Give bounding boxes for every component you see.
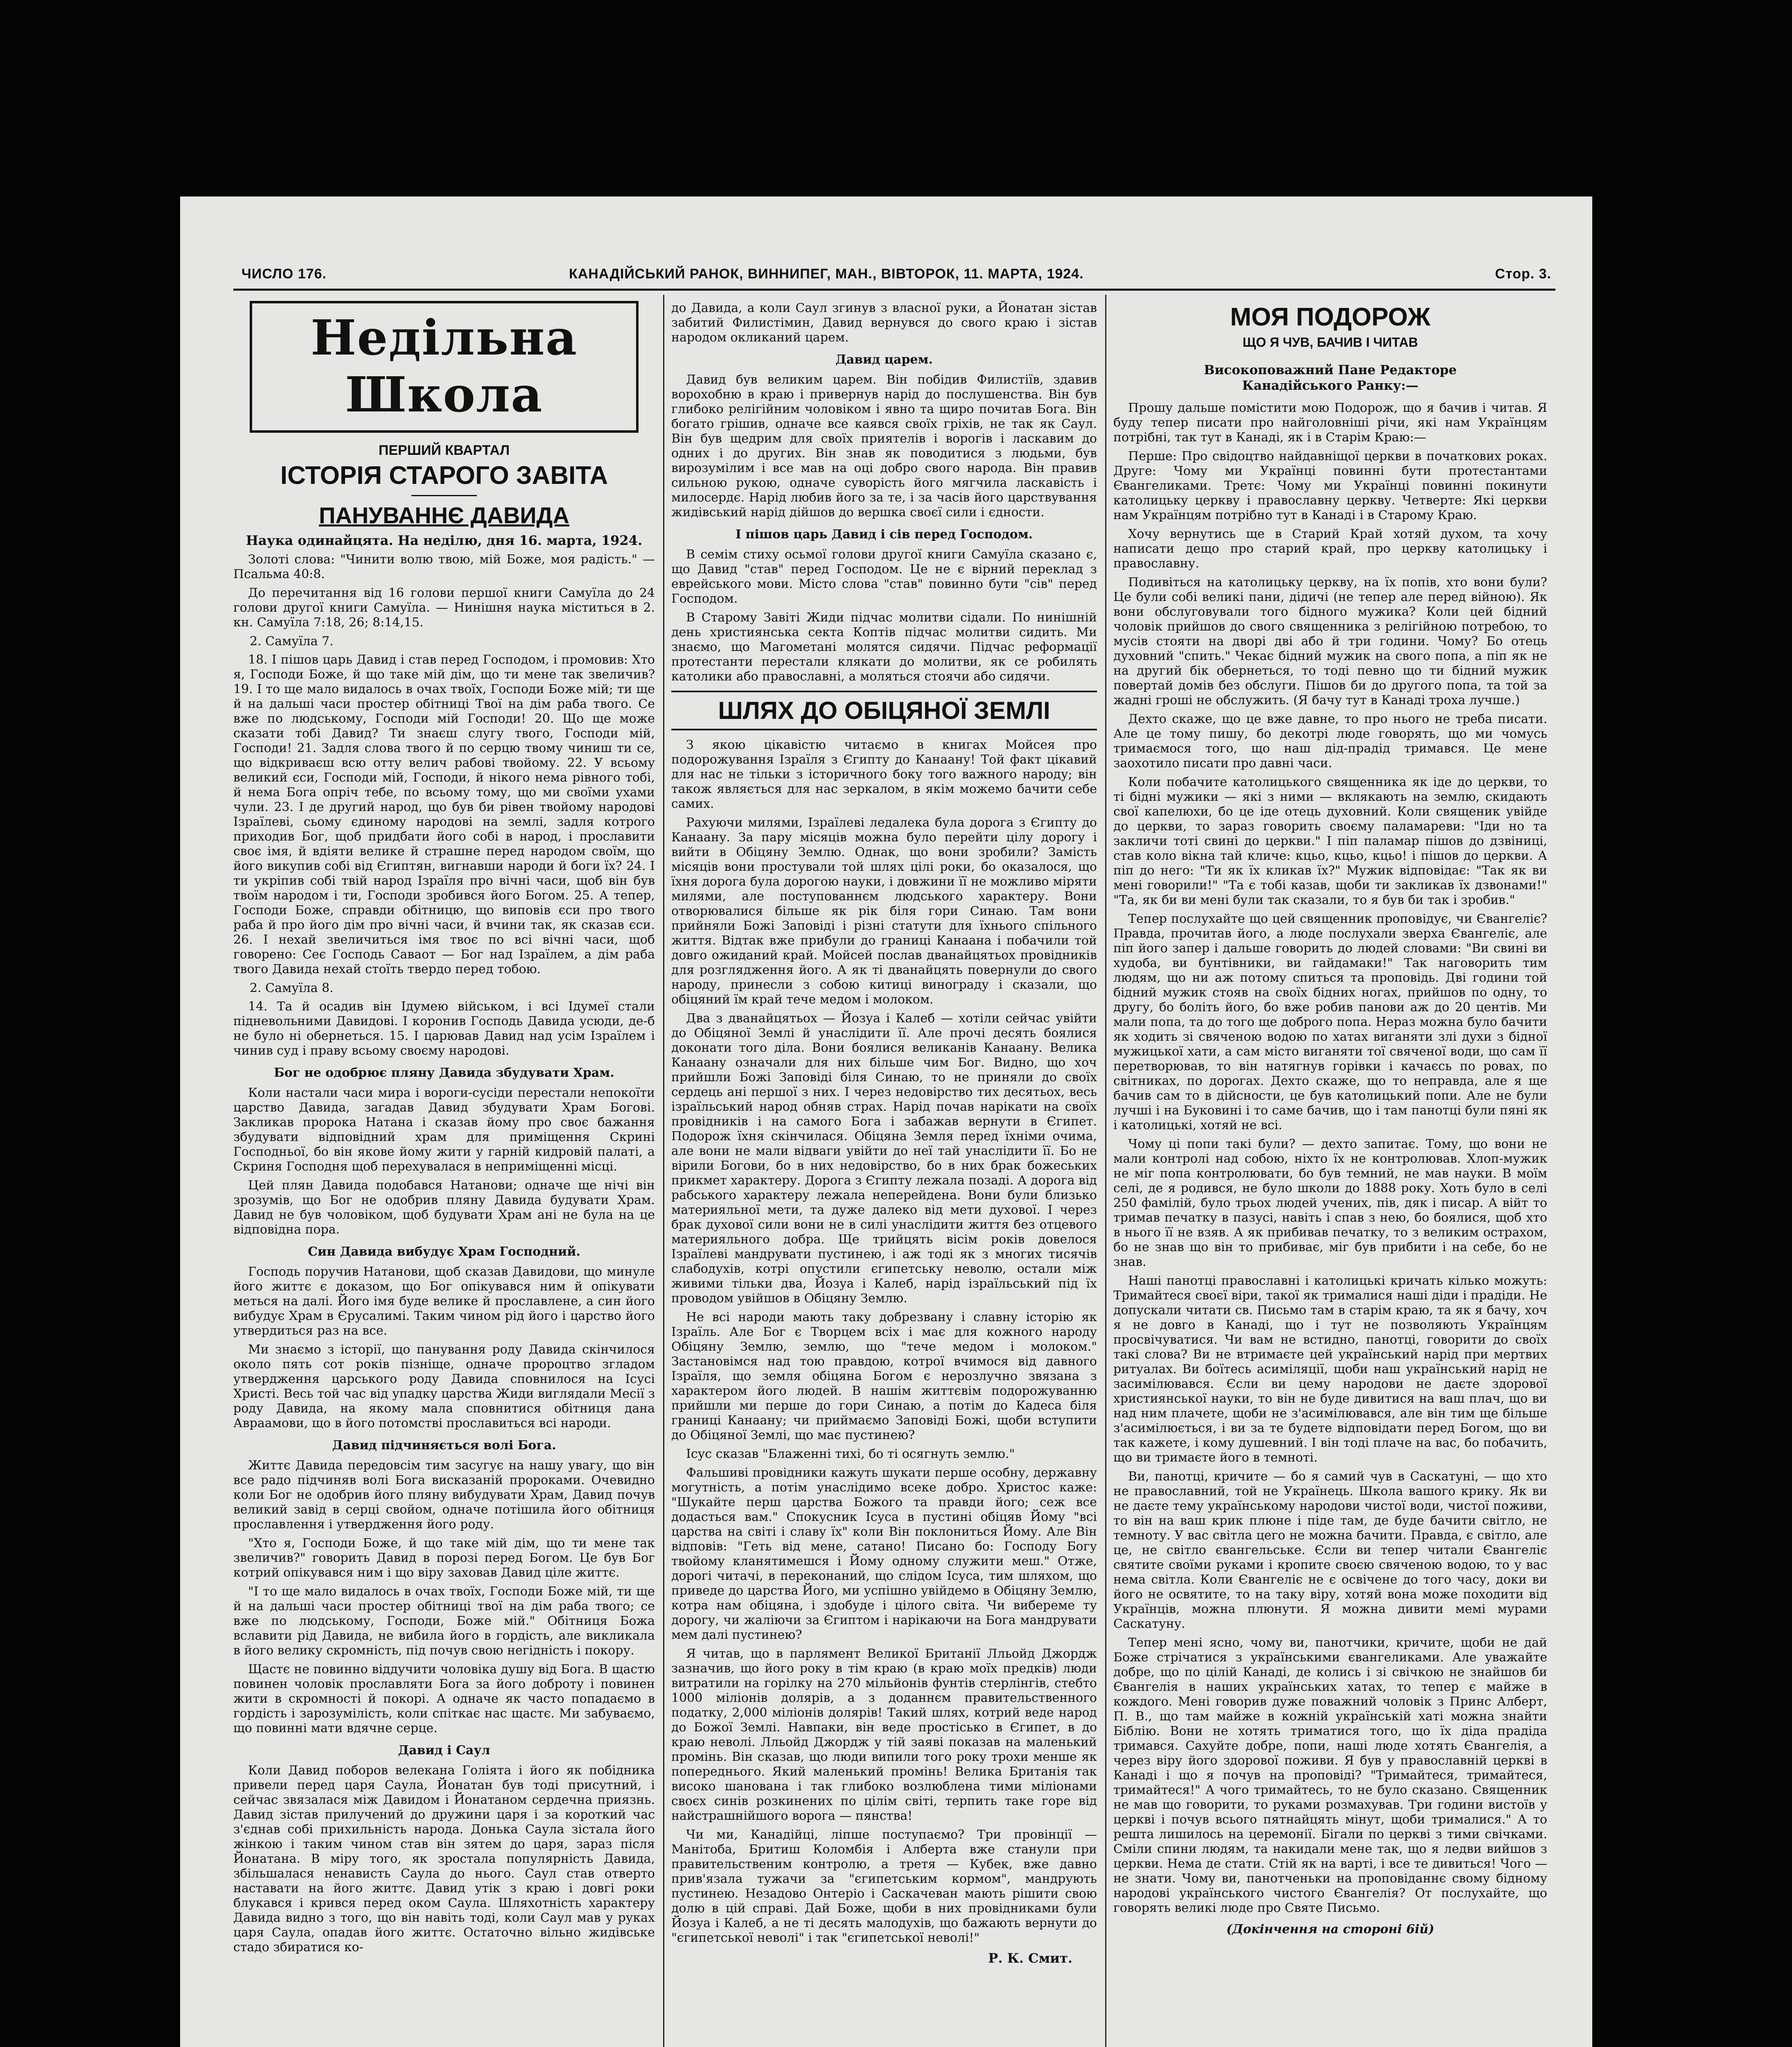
paragraph: Перше: Про свідоцтво найдавніщої церкви в початкових роках. Друге: Чому ми Українці повинні бути протестантами Євангеликами. Третє: Чому ми Українці повинні покинути католицьку церкву і православну церкву. Четверте: Які церкви нам Українцям потрібно тут в Канаді і в Старому Краю. — [1113, 449, 1547, 522]
paragraph: Наші панотці православні і католицькі кричать кілько можуть: Тримайтеся своєї віри, такої як трималися наші діди і прадіди. Не допускали читати св. Письмо там в старім краю, та як я бачу, хоч я не довго в Канаді, що і тут не позволяють Українцям просвічуватися. Чи вам не встидно, панотці, говорити до своїх такі слова? Ви не втримаєте цей український нарід при мертвих ритуалах. Ви боїтесь асиміляції, щоби наш український нарід не засимілювався. Єсли ви цему народови не даєте здорової християнської науки, то він не буде дивитися на ваш плач, що ви над ним плачете, щоби не з'асимілювався, але він тим ще більше з'асимілюється, і ви за те будете відповідати перед Богом, що ви так кажете, і кому душевний. І він тоді плаче на вас, бо побачить, що ви тримаєте його в темноті. — [1113, 1274, 1547, 1465]
subheading: Бог не одобрює пляну Давида збудувати Храм. — [274, 1066, 614, 1080]
paragraph: Тепер послухайте що цей священник проповідує, чи Євангеліє? Правда, прочитав його, а люде послухали зверха Євангеліє, але піп його запер і дальше говорить до людей словами: "Ви свині ви худоба, ви бунтівники, ви гайдамаки!" Так наговорить тим людям, що ни аж потому спиться та проповідь. Дві години той бідний мужик стояв на своїх бідних ногах, прийшов по одну, то другу, бо боліть його, бо вже робив панови аж до 20 центів. Ми мали попа, та до того ще доброго попа. Нераз можна було бачити як ходить зі свяченою водою по хатах виганяти злі духи з бідної мужицької хати, а сам місто виганяти тої свяченої води, що сам її перетворював, то він натягнув горівки і качаєсь по ровах, по світниках, по дорогах. Дехто скаже, що то неправда, але я ще бачив сам то в дійсности, це був католицький попи. Але не були лучші і на Буковині і то саме бачив, що і там панотці були пяні як і католицькі, хотяй не всі. — [1113, 912, 1547, 1132]
paragraph: До перечитання від 16 голови першої книги Самуїла до 24 голови другої книги Самуїла. — Нинішня наука міститься в 2. кн. Самуїла 7:18, 26; 8:14,15. — [233, 586, 655, 630]
paragraph: Ви, панотці, кричите — бо я самий чув в Саскатуні, — що хто не православний, той не Українець. Школа вашого крику. Як ви не даєте тему українському народови чистої води, чистої поживи, то він на ваш крик плюне і піде там, де буде бачити світло, не темноту. У вас світла цего не можна бачити. Правда, є світло, але це, не світло євангельське. Єсли ви тепер читали Євангеліє святите своїми руками і кропите своєю свяченою водою, то у вас нема світла. Коли Євангеліє не є освічене до того часу, доки ви його не освятите, то на таку віру, хотяй вона може походити від Українців, можна плюнути. Я можна дивити мемі мурами Саскатуну. — [1113, 1469, 1547, 1631]
masthead — [241, 266, 1551, 287]
lesson-title: ПАНУВАННЄ ДАВИДА — [319, 502, 569, 528]
paragraph: Подивіться на католицьку церкву, на їх попів, хто вони були? Це були собі великі пани, дідичі (не тепер але перед війною). Як вони обслуговували того бідного мужика? Коли цей бідний чоловік прийшов до свого священника з релігійною потребою, то мусів стояти на дворі дві або й три години. Чому? Бо отець духовний "спить." Чекає бідний мужик на свого попа, а піп як не на другий бік обернеться, то тоді певно що ти бідний мужик повертай домів без обслуги. Пішов би до другого попа, та той за жадні гроші не обслужить. (Я бачу тут в Канаді троха лучше.) — [1113, 575, 1547, 707]
paragraph: Я читав, що в парлямент Великої Британії Лльойд Джордж зазначив, що його року в тім краю (в краю моїх предків) люди витратили на горілку на 270 мільйонів фунтів стерлінгів, стебто 1000 міліонів долярів, а з доданнєм правительственного податку, 2,000 міліонів долярів! Такий шлях, котрий веде народ до Божої Землі. Навпаки, він веде простісько в Єгипет, в до краю неволі. Лльойд Джордж у тій заяві показав на маленький промінь. Він сказав, що люди випили того року трохи менше як попереднього. Який маленький промінь! Велика Британія так високо шанована і так глибоко возлюблена тими міліонами своєх синів розкинених по цілім світі, терпить таке горе від найстрашнійшого ворога — пянства! — [671, 1647, 1097, 1823]
paragraph: Чи ми, Канадійці, ліпше поступаємо? Три провінції — Манітоба, Бритиш Коломбія і Алберта вже станули при правительственим контролю, а третя — Кубек, вже давно прив'язала тужачи за "єгипетським кормом", мандрують пустинею. Незадово Онтеріо і Саскачеван мають рішити свою долю в цій справі. Дай Боже, щоби в них провідниками були Йозуа і Калеб, а не ті десять малодухів, що бажають вернути до "єгипетської неволі" і так "єгипетської неволі!" — [671, 1828, 1097, 1945]
paragraph: Рахуючи милями, Ізраїлеві ледалека була дорога з Єгипту до Канаану. За пару місяців можна було перейти цілу дорогу і вийти в Обіцяну Землю. Однак, що вони зробили? Замість місяців вони простували той шлях цілі роки, бо оказалося, що їхня дорога була дорогою науки, і довжини її не можливо міряти милями, але поступованнєм людського характеру. Вони отворювалися більше як рік біля гори Синаю. Там вони прийняли Божі Заповіді і різні статути для їхнього спільного життя. Відтак вже прибули до границі Канаана і побачили той довго ожиданий край. Мойсей послав дванайцятьох провідників для розглядження його. А як ті дванайцять повернули до свого народу, принесли з собою китиці винограду і сказали, що обіцяний їм край тече медом і молоком. — [671, 816, 1097, 1007]
addressee-line: Канадійського Ранку:— — [1242, 378, 1419, 393]
paragraph: Щастє не повинно віддучити чоловіка душу від Бога. В щастю повинен чоловік прославляти Бога за його доброту і повинен жити в скромності й покорі. А одначе як часто попадаємо в гордість і зарозумілість, коли спіткає нас щастє. Ми забуваємо, що повинні мати вдячне серце. — [233, 1662, 655, 1735]
paragraph: Дехто скаже, що це вже давне, то про нього не треба писати. Але це тому пишу, бо декотрі люде говорять, що ми чомусь тримаємося того, що наш дід-прадід тримався. Це мене заохотило писати про давні часи. — [1113, 712, 1547, 770]
scripture-text: 18. І пішов царь Давид і став перед Господом, і промовив: Хто я, Господи Боже, й що таке мій дім, що ти мене так звеличив? 19. І то ще мало видалось в очах твоїх, Господи Боже мій; ти ще й на дальші часи простер обітниці Твої на дім раба твого. Се вже по людському, Господи мій Господи! 20. Що ще може сказати тобі Давид? Ти знаєш слугу твого, Господи мій, Господи! 21. Задля слова твого й по серцю твому чиниш ти се, що відкриваєш всю отту велич рабові твойому. 22. У всьому великий єси, Господи мій, Господи, й нікого нема рівного тобі, й нема Бога опріч тебе, по всьому тому, що ми своїми ухами чули. 23. І де другий народ, що був би рівен твойому народові Ізраїлеві, сьому єдиному народові на землі, задля котрого приходив Бог, щоб придбати його собі в народ, і прославити своє імя, й вдіяти велике й страшне перед народом своїм, що його викупив собі від Єгиптян, вигнавши народи й боги їх? 24. І ти укріпив собі твій народ Ізраїля про вічні часи, щоб він був твоїм народом і ти, Господи зробився його Богом. 25. А тепер, Господи Боже, справди обітницю, що виповів єси про твого раба й про його дім про вічні часи, й вчини так, як сказав єси. 26. І нехай звеличиться імя твоє по всі вічні часи, щоб говорено: Сеє Господь Саваот — Бог над Ізраїлем, а дім раба твого Давида нехай стоїть твердо перед тобою. — [233, 653, 655, 976]
paragraph: Не всі народи мають таку добрезвану і славну історію як Ізраїль. Але Бог є Творцем всіх і має для кожного народу Обіцяну Землю, землю, що "тече медом і молоком." Застановімся над тою правдою, котрої вчимося від давного Ізраїля, що земля обіцяна Богом є нерозлучно звязана з характером його людей. В нашім життєвім подорожуванню прийшли ми перше до гори Синаю, а потім до Кадеса біля границі Канаану; чи приймаємо Заповіді Божі, щоби вступити до Обіцяної Землі, що має пустинею? — [671, 1310, 1097, 1442]
paragraph: В семім стиху осьмої голови другої книги Самуїла сказано є, що Давид "став" перед Господом. Це не є вірний переклад з еврейського мови. Місто слова "став" повинно бути "сів" перед Господом. — [671, 547, 1097, 606]
column-sunday-school — [233, 301, 655, 2047]
scripture-ref: 2. Самуїла 7. — [250, 634, 334, 648]
quarter-kicker: ПЕРШИЙ КВАРТАЛ — [378, 443, 510, 458]
article-headline: МОЯ ПОДОРОЖ — [1230, 303, 1431, 331]
paragraph: Давид був великим царем. Він побідив Филистіїв, здавив ворохобню в краю і привернув нарід до послушенства. Він був глибоко релігійним чоловіком і явно та щиро почитав Бога. Він богато грішив, одначе все каявся своїх гріхів, не так як Саул. Він був щедрим для своїх приятелів і ворогів і ласкавим до одних і до других. Він знав як поводитися з людьми, був вирозумілим і все мав на оці добро свого народа. Він правив сильною рукою, одначе суворість його мягчила ласкавість і милосердє. Нарід любив його за те, і за часів його царствування жидівський нарід дійшов до вершка своєї сили і єдности. — [671, 373, 1097, 520]
subheading: Син Давида вибудує Храм Господний. — [308, 1245, 580, 1259]
scripture-text: 14. Та й осадив він Ідумею військом, і всі Ідумеї стали підневольними Давидові. І коронив Господь Давида усюди, де-б не було ні обернеться. 15. І царював Давид над усім Ізраїлем і чинив суд і праву всьому своєму народові. — [233, 999, 655, 1058]
dateline: КАНАДІЙСЬКИЙ РАНОК, ВИННИПЕГ, МАН., ВІВТОРОК, 11. МАРТА, 1924. — [569, 266, 1084, 282]
author-signature: Р. К. Смит. — [988, 1950, 1072, 1966]
paragraph: Коли побачите католицького священника як іде до церкви, то ті бідні мужики — які з ними — вклякають на землю, скидають свої капелюхи, бо це іде отець духовний. Коли священик увійде до церкви, то зараз говорить своєму паламареви: "Іди но та закличи тоті свині до церкви." І піп паламар пішов до дзвіниці, став коло вікна тай кличе: кцьо, кцьо, кцьо! і пішов до церкви. А піп до него: "Ти як їх кликав їх?" Мужик відповідає: "Так як ви мені говорили!" "Та є тобі казав, щоби ти закликав їх дзвонами!" "Та, як би ви мені були так сказали, то я був би так і зробив." — [1113, 775, 1547, 907]
addressee — [1113, 362, 1547, 393]
subheading: Давид підчиняється волі Бога. — [332, 1438, 556, 1453]
paragraph: до Давида, а коли Саул згинув з власної руки, а Йонатан зістав забитий Филистімин, Давид вернувся до свого краю і зістав народом окликаний царем. — [671, 301, 1097, 345]
newspaper-page — [180, 197, 1592, 2047]
paragraph: Чому ці попи такі були? — дехто запитає. Тому, що вони не мали контролі над собою, ніхто їх не контролював. Хлоп-мужик не міг попа контролювати, бо був темний, не мав науки. В моїм селі, де я родився, не було школи до 1888 року. Хоть було в селі 250 фамілій, було трьох людей учених, пів, дяк і писар. А війт то тримав печатку в пазусі, навіть і спав з нею, бо боялися, щоб хто в нього її не взяв. А як прибивав печатку, то з великим острахом, бо не знав що він то прибиває, міг був прибити і на себе, бо не знав. — [1113, 1137, 1547, 1269]
paragraph: Фальшиві провідники кажуть шукати перше особну, державну могутність, а потім унаслідимо всеке добро. Христос каже: "Шукайте перш царства Божого та правди його; сеж все додасться вам." Спокусник Ісуса в пустині обіцяв Йому "всі царства на світі і славу їх" коли Він поклониться Йому. Але Він відповів: "Геть від мене, сатано! Писано бо: Господу Богу твойому кланятимешся і Йому одному служити меш." Отже, дорогі читачі, в переконаний, що слідом Ісуса, тим шляхом, що приведе до царства Його, ми успішно увійдемо в Обіцяну Землю, котра нам обіцяна, і здобуде і цілого світа. Чи вибереме ту дорогу, чи жаліючи за Єгиптом і нарікаючи на Бога мандрувати мем далі пустинею? — [671, 1466, 1097, 1642]
paragraph: З якою цікавістю читаємо в книгах Мойсея про подорожування Ізраїля з Єгипту до Канаану! Той факт цікавий для нас не тільки з історичного боку того важного народу; він також являється для нас зеркалом, в якім можемо бачити себе самих. — [671, 738, 1097, 811]
paragraph: Тепер мені ясно, чому ви, панотчики, кричите, щоби не дай Боже стрічатися з українськими євангеликами. Але уважайте добре, що по цілій Канаді, де колись і зі свічкою не знайшов би Євангелія в наших українських хатах, то тепер є майже в кождого. Мені говорив дуже поважний чоловік з Принс Алберт, П. В., що там майже в кожній українській хаті можна знайти Біблію. Вони не хотять триматися того, що їх діда прадіда тримався. Сахуйте добре, попи, наші люде хотять Євангелія, а через віру його здорової поживи. Я був у православній церкві в Канаді і що я почув на проповіді? "Тримайтеся, тримайтеся, тримайтеся!" А чого тримайтесь, то не було сказано. Священник не мав що говорити, то руками розмахував. Три години вистоїв у церкві і почув всього пятнайцять мінут, щоби трималися." А то решта лишилось на церемонії. Бігали по церкві з тими свічками. Сміли спини людям, та накидали мене так, що я ледви вийшов з церкви. Нема де стати. Стій як на варті, і все те дивиться! Чого — не знати. Чому ви, панотченьки на проповіданнє свому бідному народові українського чистого Євангелія? От послухайте, що говорять великі люде про Святе Письмо. — [1113, 1636, 1547, 1915]
paragraph: "І то ще мало видалось в очах твоїх, Господи Боже мій, ти ще й на дальші часи простер обітниці твої на дім раба твого; се вже по людському, Господи, Боже мій." Обітниця Божа вславити рід Давида, не вибила його в гордість, але викликала в його велику скромність, під почув свою негідність і покору. — [233, 1584, 655, 1658]
subheading: І пішов царь Давид і сів перед Господом. — [735, 527, 1033, 542]
series-title: ІСТОРІЯ СТАРОГО ЗАВІТА — [280, 461, 608, 490]
sunday-school-title: Недільна Школа — [250, 301, 639, 433]
column-divider — [1105, 295, 1106, 2047]
issue-number: ЧИСЛО 176. — [241, 266, 327, 282]
paragraph: Коли Давид поборов велекана Голіята і його як побідника привели перед царя Саула, Йонатан був тоді присутний, і сейчас звязалася між Давидом і Йонатаном сердечна приязнь. Давид зістав прилучений до дружини царя і за короткий час з'єднав собі прихильність народа. Донька Саула зістала його жінкою і таким чином став він зятем до царя, зараз після Йонатана. В міру того, як зростала популярність Давида, збільшалася ненависть Саула до нього. Саул став отверто наставати на його життє. Давид утік з краю і довгі роки блукався і крився перед оком Саула. Шляхотність характеру Давида видно з того, що він навіть тоді, коли Саул мав у руках царя Саула, опадав його життє. Остаточно вільно жидівське стадо збиратися ко- — [233, 1763, 655, 1954]
paragraph: Господь поручив Натанови, щоб сказав Давидови, що минуле його життє є доказом, що Бог опікувався ним й опікувати меться на далі. Його імя буде велике й прославлене, а син його вибудує Храм в Єрусалимі. Таким чином рід його і царство його утвердиться раз на все. — [233, 1265, 655, 1338]
paragraph: Цей плян Давида подобався Натанови; одначе ще нічі він зрозумів, що Бог не одобрив пляну Давида будувати Храм. Давид не був чоловіком, щоб будувати Храм ані не була на це відповідна пора. — [233, 1178, 655, 1237]
paragraph: "Хто я, Господи Боже, й що таке мій дім, що ти мене так звеличив?" говорить Давид в порозі перед Богом. Це був Бог котрий опікувався ним і що віру заховав Давид ціле життє. — [233, 1536, 655, 1580]
column-my-journey — [1113, 301, 1547, 2047]
golden-words: Золоті слова: "Чинити волю твою, мій Боже, моя радість." — Псальма 40:8. — [233, 552, 655, 581]
subheading: Давид царем. — [835, 352, 933, 367]
paragraph: Хочу вернутись ще в Старий Край хотяй духом, та хочу написати дещо про старий край, про церкву католицьку і православну. — [1113, 527, 1547, 571]
column-divider — [663, 295, 664, 2047]
scripture-ref: 2. Самуїла 8. — [250, 981, 334, 995]
masthead-rule — [233, 289, 1555, 291]
paragraph: Ми знаємо з історії, що панування роду Давида скінчилося около пять сот років пізніще, одначе пророцтво згладом утвердження царського роду Давида сповнилося на Ісусі Христі. Весь той час від упадку царства Жиди виглядали Месії з роду Давида, на якому мала сповнитися обітниця дана Авраамови, що в його потомстві прославиться всі народи. — [233, 1342, 655, 1430]
article-subtitle: ЩО Я ЧУВ, БАЧИВ І ЧИТАВ — [1242, 335, 1418, 350]
paragraph: Ісус сказав "Блаженні тихі, бо ті осягнуть землю." — [686, 1447, 1015, 1461]
paragraph: Коли настали часи мира і вороги-сусіди перестали непокоїти царство Давида, загадав Давид збудувати Храм Богові. Закликав пророка Натана і сказав йому про своє бажання збудувати відповідний храм для приміщення Скрині Господньої, бо він якове йому жити у гарній кидровій палаті, а Скриня Господня щоб перехувалася в неприміщенні місці. — [233, 1086, 655, 1174]
paragraph: Два з дванайцятьох — Йозуа і Калеб — хотіли сейчас увійти до Обіцяної Землі й унаслідити її. Але прочі десять боялися доконати того діла. Вони боялися великанів Канаану. Велика Канаану означали для них більше чим Бог. Видно, що хоч прийшли Божі Заповіді біля Синаю, то не приняли до своїх сердець ані першої з них. І через недовірство тих десятьох, весь ізраїльський народ обняв страх. Нарід почав нарікати на своїх провідників і на самого Бога і забажав вернути в Єгипет. Подорож їхня скінчилася. Обіцяна Земля перед їхніми очима, але вони не мали відваги увійти до неї тай унаслідити її. Бо не вірили Богови, бо в них недовірство, бо в них брак божеських прикмет характеру. Дорога з Єгипту лежала позаді. А дорога від рабського характеру лежала неперейдена. Вони були близько материяльної мети, та дуже далеко від мети духової. І через брак духової сили вони не в силі унаслідити життя без отцевого материяльного добра. Ще трийцять вісім років довелося Ізраїлеві мандрувати пустинею, і аж тоді як з многих тисячів слабодухів, котрі опустили єгипетську неволю, остали між живими тільки два, Йозуа і Калеб, нарід ізраїльський під їх проводом увійшов в Обіцяну Землю. — [671, 1011, 1097, 1306]
page-number: Стор. 3. — [1495, 266, 1551, 282]
continuation-note: (Докінчення на стороні 6ій) — [1226, 1922, 1434, 1936]
column-middle — [671, 301, 1097, 2047]
paragraph: В Старому Завіті Жиди підчас молитви сідали. По нинішній день християнська секта Коптів підчас молитви сидить. Ми знаємо, що Магометані молятся сидячи. Підчас реформації протестанти перестали клякати до молитви, як се робилять католики або православні, а моляться стоячи або сидячи. — [671, 610, 1097, 684]
article-headline: ШЛЯХ ДО ОБІЦЯНОЇ ЗЕМЛІ — [671, 691, 1097, 730]
divider — [411, 495, 477, 496]
paragraph: Життє Давида передовсім тим засугує на нашу увагу, що він все радо підчиняв волі Бога висказаній пророками. Очевидно коли Бог не одобрив його пляну вибудувати Храм, Давид почув великий завід в серці свойом, одначе потішила його обітниця прославлення і утвердження його роду. — [233, 1458, 655, 1532]
addressee-line: Високоповажний Пане Редакторе — [1204, 363, 1457, 377]
subheading: Давид і Саул — [398, 1743, 490, 1758]
paragraph: Прошу дальше помістити мою Подорож, що я бачив і читав. Я буду тепер писати про найголовніші річи, які нам Українцям потрібні, так тут в Канаді, як і в Старім Краю:— — [1113, 401, 1547, 445]
lesson-date: Наука одинайцята. На неділю, дня 16. марта, 1924. — [246, 533, 643, 548]
